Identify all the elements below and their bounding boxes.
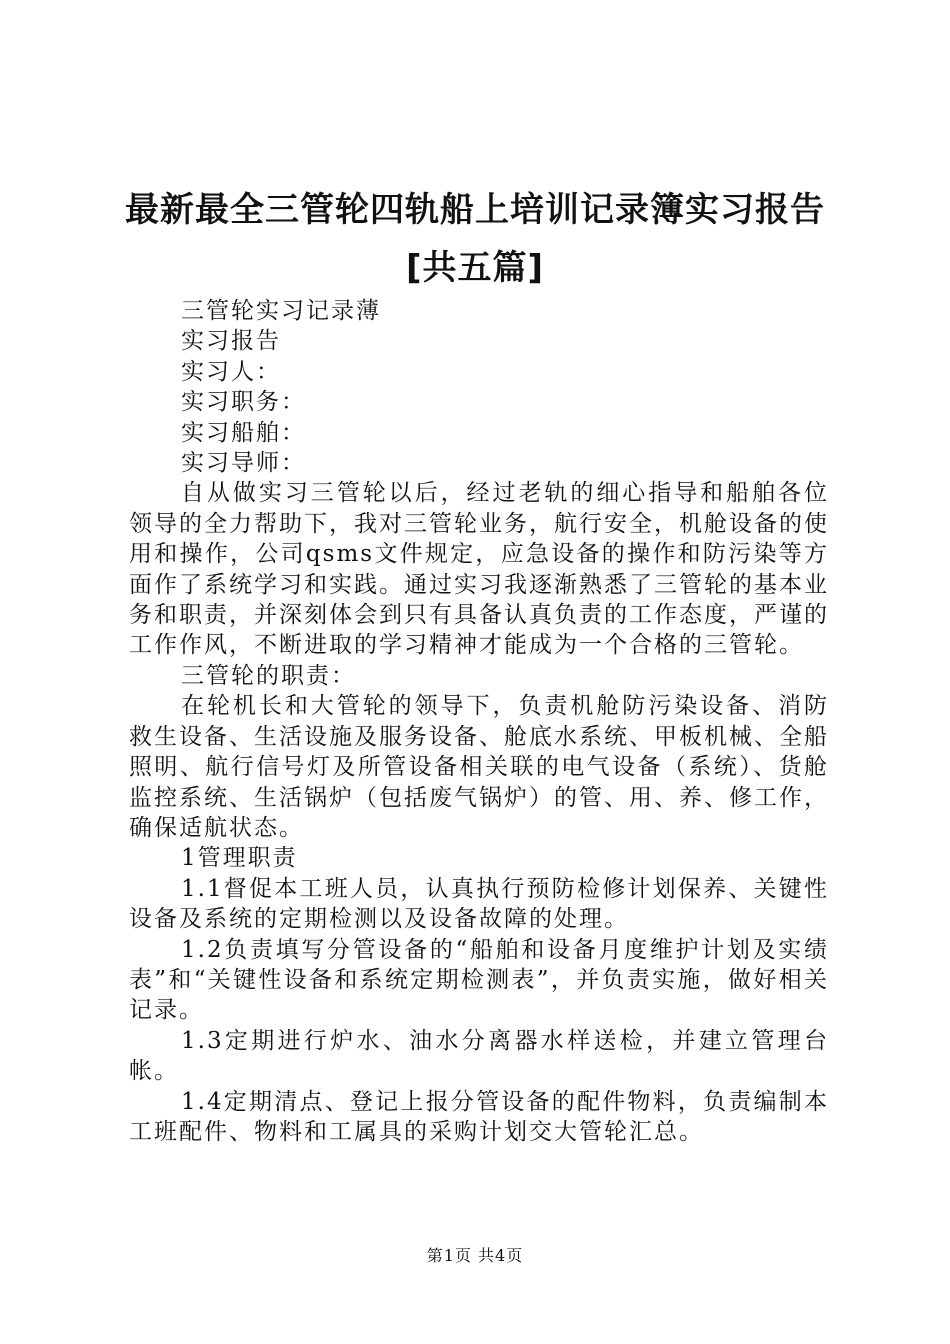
duty-paragraph: 在轮机长和大管轮的领导下，负责机舱防污染设备、消防救生设备、生活设施及服务设备、舱底水系统、甲板机械、全船照明、航行信号灯及所管设备相关联的电气设备（系统）、货舱监控系统、生活锅炉（包括废气锅炉）的管、用、养、修工作，确保适航状态。 <box>129 693 829 841</box>
list-item: 1.4定期清点、登记上报分管设备的配件物料，负责编制本工班配件、物料和工属具的采购计划交大管轮汇总。 <box>129 1088 829 1145</box>
intro-paragraph: 自从做实习三管轮以后，经过老轨的细心指导和船舶各位领导的全力帮助下，我对三管轮业务，航行安全，机舱设备的使用和操作，公司qsms文件规定，应急设备的操作和防污染等方面作了系统学习和实践。通过实习我逐渐熟悉了三管轮的基本业务和职责，并深刻体会到只有具备认真负责的工作态度，严谨的工作作风，不断进取的学习精神才能成为一个合格的三管轮。 <box>129 480 829 659</box>
list-item: 1.1督促本工班人员，认真执行预防检修计划保养、关键性设备及系统的定期检测以及设备故障的处理。 <box>129 875 829 933</box>
duty-heading: 三管轮的职责： <box>181 662 356 689</box>
document-body <box>129 296 829 1147</box>
list-item: 1.3定期进行炉水、油水分离器水样送检，并建立管理台帐。 <box>129 1027 829 1085</box>
list-item: 1.2负责填写分管设备的“船舶和设备月度维护计划及实绩表”和“关键性设备和系统定期检测表”，并负责实施，做好相关记录。 <box>129 936 829 1024</box>
page-number-footer: 第1页 共4页 <box>426 1246 524 1265</box>
header-line-record-book: 三管轮实习记录薄 <box>181 298 381 324</box>
document-title: 最新最全三管轮四轨船上培训记录簿实习报告 <box>125 190 825 230</box>
header-line-vessel: 实习船舶： <box>181 419 306 446</box>
document-title-subtitle: [共五篇] <box>405 248 545 288</box>
header-line-report: 实习报告 <box>181 328 281 355</box>
header-line-trainee: 实习人： <box>181 358 281 385</box>
section-heading: 1管理职责 <box>181 845 298 872</box>
header-line-mentor: 实习导师： <box>181 450 306 477</box>
header-line-position: 实习职务： <box>181 389 306 416</box>
